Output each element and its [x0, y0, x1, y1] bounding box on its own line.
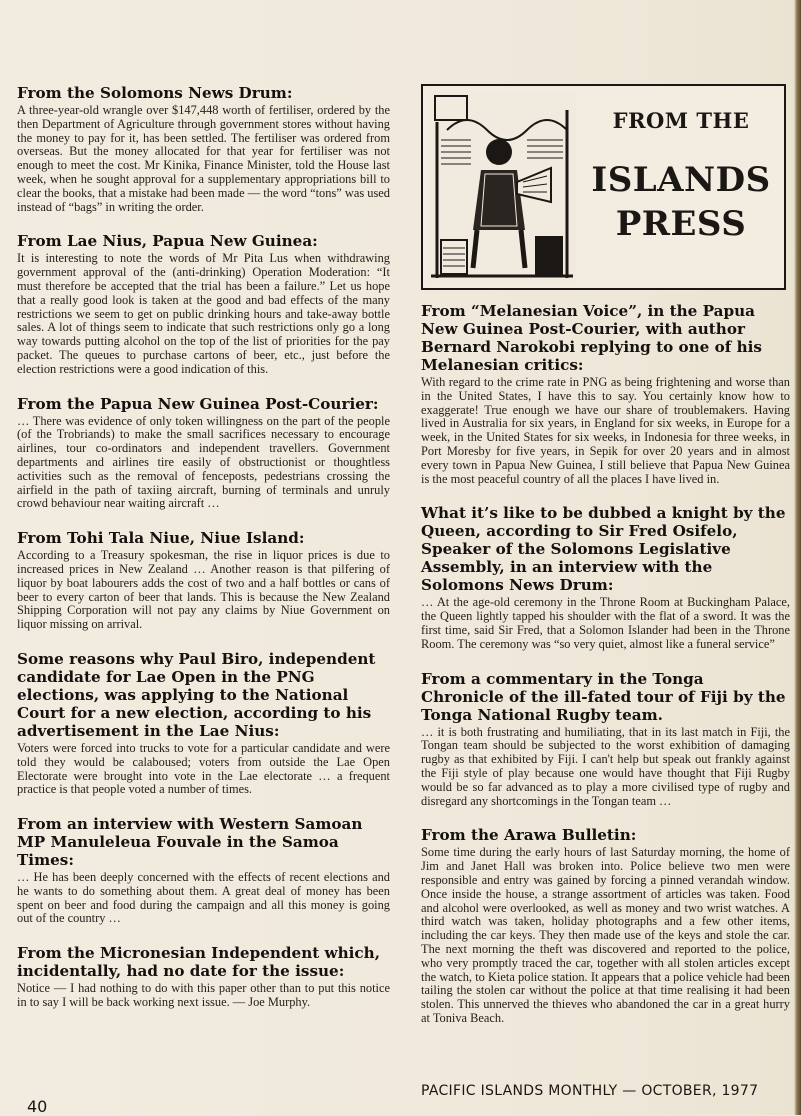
article-melanesian-voice	[421, 302, 790, 486]
article-body: It is interesting to note the words of Mr Pita Lus when withdrawing government approval of the (anti-drinking) Operation Moderation: “It must therefore be accepted that the trial has been a failure.” Let us hope that a really good look is taken at the good and bad effects of the many restrictions we seem to get on public drinking hours and take-away bottle sales. A lot of things seem to indicate that such restrictions only go a long way towards putting alcohol on the top of the list of priorities for the pay packet. The queues to purchase cartons of beer, etc., just before the election restrictions were a good indication of this.	[17, 251, 390, 376]
right-column	[421, 84, 790, 1044]
article-micronesian-independent	[17, 944, 390, 1010]
article-lae-nius	[17, 232, 390, 376]
article-post-courier-trobriands	[17, 395, 390, 512]
article-sir-fred-osifelo	[421, 504, 790, 651]
article-body: With regard to the crime rate in PNG as being frightening and worse than in the United States, I have this to say. You certainly know how to exaggerate! True enough we have our share of troublemakers. Having lived in Australia for six years, in England for six weeks, in Europe for a week, in the United States for six weeks, in Indonesia for three weeks, in Port Moresby for five years, in Sepik for over 20 years and in almost every town in Papua New Guinea, I still believe that Papua New Guinea is the most peaceful country of all the places I have lived in.	[421, 375, 790, 486]
article-headline: Some reasons why Paul Biro, independent candidate for Lae Open in the PNG elections, was applying to the National Court for a new election, according to his advertisement in the Lae Nius:	[17, 649, 376, 740]
article-headline: From a commentary in the Tonga Chronicle of the ill-fated tour of Fiji by the Tonga National Rugby team.	[421, 669, 786, 724]
article-body: … He has been deeply concerned with the effects of recent elections and he wants to do something about them. A great deal of money has been spent on beer and food during the campaign and all this money is going out of the country …	[17, 870, 390, 926]
article-body: A three-year-old wrangle over $147,448 worth of fertiliser, ordered by the then Department of Agriculture through government stores without having the money to pay for it, has been settled. The fertiliser was ordered from overseas. But the money allocated for that year for fertiliser was not enough to meet the cost. Mr Kinika, Finance Minister, told the House last week, when he sought approval for a supplementary appropriations bill to clear the books, that a mistake had been made — the word “tons” was used instead of “bags” in writing the order.	[17, 103, 390, 214]
article-body: … it is both frustrating and humiliating, that in its last match in Fiji, the Tongan team should be subjected to the worst exhibition of damaging rugby as that exhibited by Fiji. I can't help but speak out frankly against the Fiji style of play because one would have thought that Fiji Rugby would be so far advanced as to play a more civilised type of rugby and disregard any shortcomings in the Tongan team …	[421, 724, 790, 808]
banner-line-from-the: FROM THE	[612, 108, 750, 133]
left-column	[17, 84, 390, 1028]
article-headline: What it’s like to be dubbed a knight by the Queen, according to Sir Fred Osifelo, Speaker of the Solomons Legislative Assembly, in an interview with the Solomons News Drum:	[421, 504, 786, 595]
article-headline: From the Solomons News Drum:	[17, 84, 293, 102]
article-body: Voters were forced into trucks to vote for a particular candidate and were told they would be calaboused; voters from outside the Lae Open Electorate were brought into vote in the Lae electorate … a frequent practice is that people voted a number of times.	[17, 740, 390, 797]
article-body: … At the age-old ceremony in the Throne Room at Buckingham Palace, the Queen lightly tapped his shoulder with the flat of a sword. It was the first time, said Sir Fred, that a Solomon Islander had been in the Throne Room. The ceremony was “so very quiet, almost like a funeral service”	[421, 595, 790, 651]
article-headline: From an interview with Western Samoan MP Manuleleua Fouvale in the Samoa Times:	[17, 815, 363, 870]
article-headline: From the Micronesian Independent which, incidentally, had no date for the issue:	[17, 944, 381, 981]
article-body: … There was evidence of only token willingness on the part of the people (of the Trobriands) to make the small sacrifices necessary to encourage airlines, tour co-ordinators and independent travellers. Government departments and airlines tire easily of obstructionist or thoughtless activities such as the removal of fenceposts, pedestrians crossing the airfield in the path of taxiing aircraft, burning of terminals and unruly crowd behaviour near waiting aircraft …	[17, 413, 390, 511]
article-body: According to a Treasury spokesman, the rise in liquor prices is due to increased prices in New Zealand … Another reason is that pilfering of liquor by boat labourers adds the cost of two and a half bottles or cans of beer to every carton of beer that lands. This is because the New Zealand Shipping Corporation will not pay any claims by Niue Government on liquor missing on arrival.	[17, 548, 390, 632]
article-paul-biro	[17, 650, 390, 797]
article-solomons-news-drum	[17, 84, 390, 214]
banner-title	[581, 86, 781, 288]
article-headline: From the Papua New Guinea Post-Courier:	[17, 394, 379, 413]
article-headline: From “Melanesian Voice”, in the Papua New Guinea Post-Courier, with author Bernard Narokobi replying to one of his Melanesian critics:	[421, 302, 762, 374]
article-samoa-times	[17, 815, 390, 926]
article-tonga-chronicle	[421, 670, 790, 809]
page-edge-shadow	[794, 0, 801, 1115]
article-arawa-bulletin	[421, 826, 790, 1025]
article-body: Some time during the early hours of last Saturday morning, the home of Jim and Janet Hall was broken into. Police believe two men were responsible and entry was gained by forcing a pinned verandah window. Once inside the house, a strange assortment of articles was taken. Food and alcohol were overlooked, as well as money and two wrist watches. A third watch was taken, holiday photographs and a few other items, including the car keys. They then made use of the keys and stole the car. The next morning the theft was discovered and reported to the police, who very promptly traced the car, together with all stolen articles except the watch, to Kieta police station. It appears that a police vehicle had been tailing the stolen car without the police at that time realising it had been stolen. This unnerved the thieves who abandoned the car in a great hurry at Toniva Beach.	[421, 845, 790, 1025]
article-headline: From Tohi Tala Niue, Niue Island:	[17, 529, 305, 548]
article-body: Notice — I had nothing to do with this paper other than to put this notice in to say I will be back working next issue. — Joe Murphy.	[17, 981, 390, 1010]
article-tohi-tala-niue	[17, 529, 390, 632]
section-banner	[421, 84, 786, 290]
article-headline: From the Arawa Bulletin:	[421, 826, 637, 845]
banner-line-islands: ISLANDS	[591, 160, 771, 200]
article-headline: From Lae Nius, Papua New Guinea:	[17, 232, 318, 251]
banner-line-press: PRESS	[615, 204, 747, 244]
town-crier-illustration	[427, 90, 577, 284]
page-footer: PACIFIC ISLANDS MONTHLY — OCTOBER, 1977	[421, 1083, 759, 1099]
page-number: 40	[27, 1097, 48, 1116]
